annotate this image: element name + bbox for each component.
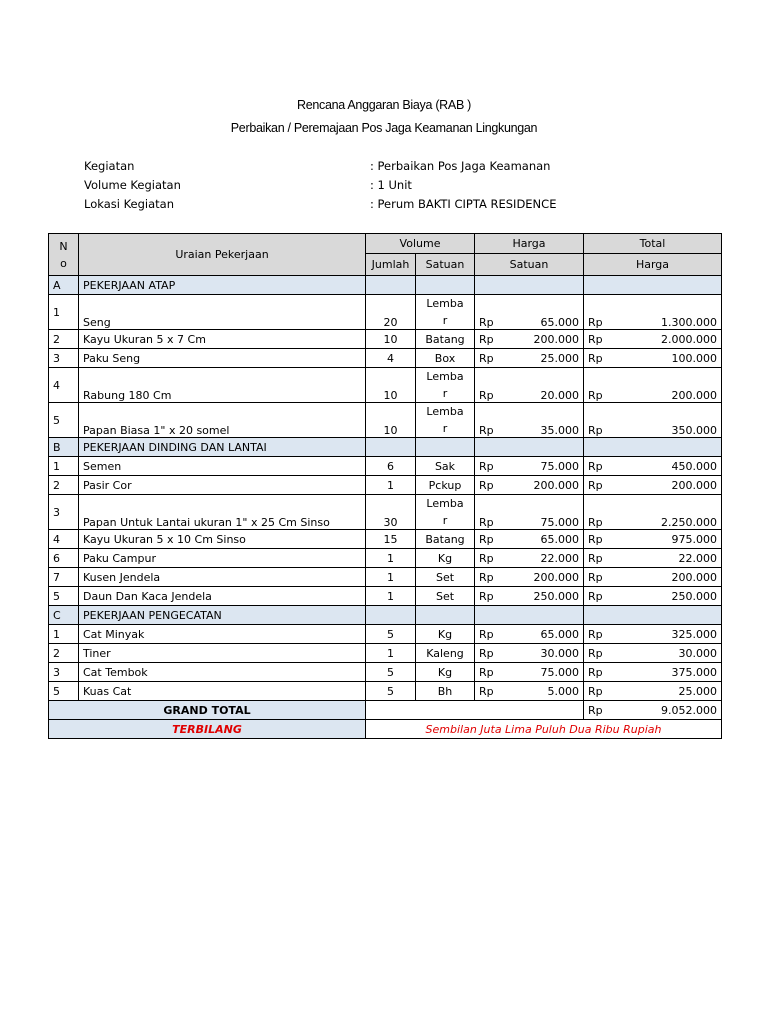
currency-label: Rp [588,627,603,641]
currency-label: Rp [479,551,494,565]
table-row [49,457,722,476]
row-harga [475,625,584,644]
currency-label: Rp [479,459,494,473]
empty-cell [366,276,416,295]
satuan-line1: Lemba [426,405,464,418]
harga-value: 20.000 [540,389,580,402]
grand-total-row [49,701,722,720]
table-row [49,295,722,330]
currency-label: Rp [588,478,603,492]
row-total [584,368,722,403]
currency-label: Rp [479,665,494,679]
row-harga [475,530,584,549]
table-row [49,349,722,368]
section-name: PEKERJAAN PENGECATAN [79,606,366,625]
row-no: 4 [49,368,79,403]
row-uraian: Kusen Jendela [79,568,366,587]
total-value: 350.000 [671,424,718,437]
row-uraian: Daun Dan Kaca Jendela [79,587,366,606]
empty-cell [475,438,584,457]
row-jumlah: 5 [366,663,416,682]
currency-label: Rp [479,516,494,529]
total-value: 22.000 [678,551,718,565]
empty-cell [475,276,584,295]
row-total [584,495,722,530]
row-total [584,549,722,568]
harga-value: 200.000 [533,570,580,584]
row-no: 2 [49,330,79,349]
row-jumlah: 15 [366,530,416,549]
currency-label: Rp [479,478,494,492]
table-row [49,549,722,568]
total-value: 2.000.000 [661,332,718,346]
row-jumlah: 5 [366,625,416,644]
currency-label: Rp [588,570,603,584]
row-harga [475,663,584,682]
currency-label: Rp [479,589,494,603]
header-uraian: Uraian Pekerjaan [79,234,366,276]
satuan-line1: Lemba [426,297,464,310]
header-jumlah: Jumlah [366,254,416,276]
total-value: 975.000 [671,532,718,546]
row-harga [475,568,584,587]
satuan-cell: Box [416,349,475,368]
currency-label: Rp [588,703,603,717]
row-harga [475,644,584,663]
harga-value: 65.000 [540,316,580,329]
row-jumlah: 1 [366,568,416,587]
harga-value: 65.000 [540,532,580,546]
row-total [584,457,722,476]
currency-label: Rp [588,459,603,473]
currency-label: Rp [588,316,603,329]
currency-label: Rp [479,627,494,641]
row-total [584,403,722,438]
row-total [584,530,722,549]
currency-label: Rp [479,424,494,437]
currency-label: Rp [588,389,603,402]
row-uraian: Kuas Cat [79,682,366,701]
empty-cell [366,438,416,457]
currency-label: Rp [588,424,603,437]
currency-label: Rp [588,589,603,603]
harga-value: 75.000 [540,516,580,529]
row-uraian: Seng [79,295,366,330]
row-total [584,625,722,644]
harga-value: 200.000 [533,478,580,492]
satuan-line2: r [442,387,448,400]
info-value-volume: : 1 Unit [370,178,412,192]
row-total [584,568,722,587]
currency-label: Rp [479,684,494,698]
total-value: 30.000 [678,646,718,660]
section-code: B [49,438,79,457]
row-no: 1 [49,457,79,476]
satuan-cell: Kaleng [416,644,475,663]
row-jumlah: 10 [366,330,416,349]
grand-total-label: GRAND TOTAL [49,701,366,720]
row-harga [475,682,584,701]
satuan-cell: Bh [416,682,475,701]
empty-cell [416,606,475,625]
table-row [49,530,722,549]
satuan-cell [416,495,475,530]
satuan-cell: Sak [416,457,475,476]
row-no: 5 [49,403,79,438]
row-total [584,349,722,368]
satuan-line2: r [442,314,448,327]
total-value: 375.000 [671,665,718,679]
total-value: 100.000 [671,351,718,365]
row-uraian: Papan Biasa 1" x 20 somel [79,403,366,438]
row-no: 2 [49,476,79,495]
satuan-cell: Kg [416,625,475,644]
info-label-kegiatan: Kegiatan [84,159,135,173]
section-row-a [49,276,722,295]
row-jumlah: 10 [366,368,416,403]
rab-table [48,233,722,739]
row-harga [475,549,584,568]
row-uraian: Tiner [79,644,366,663]
row-uraian: Rabung 180 Cm [79,368,366,403]
empty-cell [584,606,722,625]
harga-value: 25.000 [540,351,580,365]
row-jumlah: 20 [366,295,416,330]
row-harga [475,349,584,368]
satuan-cell: Pckup [416,476,475,495]
currency-label: Rp [588,646,603,660]
empty-cell [416,276,475,295]
total-value: 25.000 [678,684,718,698]
info-label-volume: Volume Kegiatan [84,178,181,192]
satuan-line2: r [442,422,448,435]
total-value: 200.000 [671,570,718,584]
harga-value: 75.000 [540,665,580,679]
row-harga [475,495,584,530]
row-jumlah: 1 [366,587,416,606]
document-title: Rencana Anggaran Biaya (RAB ) [296,98,472,112]
info-label-lokasi: Lokasi Kegiatan [84,197,175,211]
currency-label: Rp [588,332,603,346]
currency-label: Rp [479,646,494,660]
row-uraian: Kayu Ukuran 5 x 10 Cm Sinso [79,530,366,549]
row-uraian: Pasir Cor [79,476,366,495]
header-total-line2: Harga [584,254,722,276]
satuan-cell: Set [416,587,475,606]
row-total [584,663,722,682]
grand-total-value: 9.052.000 [661,703,718,717]
row-jumlah: 6 [366,457,416,476]
row-uraian: Paku Seng [79,349,366,368]
row-jumlah: 1 [366,644,416,663]
harga-value: 75.000 [540,459,580,473]
table-row [49,495,722,530]
row-no: 1 [49,625,79,644]
info-value-kegiatan: : Perbaikan Pos Jaga Keamanan [370,159,551,173]
satuan-cell: Kg [416,663,475,682]
satuan-cell [416,403,475,438]
table-row [49,368,722,403]
row-total [584,476,722,495]
row-uraian: Cat Minyak [79,625,366,644]
header-harga-line1: Harga [475,234,584,254]
satuan-cell [416,295,475,330]
currency-label: Rp [479,532,494,546]
table-row [49,625,722,644]
section-name: PEKERJAAN ATAP [79,276,366,295]
document-subtitle: Perbaikan / Peremajaan Pos Jaga Keamanan Lingkungan [230,121,538,135]
header-no-line2: o [60,256,67,270]
table-row [49,587,722,606]
empty-cell [366,606,416,625]
currency-label: Rp [588,665,603,679]
row-jumlah: 30 [366,495,416,530]
total-value: 250.000 [671,589,718,603]
harga-value: 65.000 [540,627,580,641]
row-total [584,295,722,330]
row-no: 3 [49,495,79,530]
row-total [584,644,722,663]
row-no: 2 [49,644,79,663]
row-jumlah: 5 [366,682,416,701]
empty-cell [584,438,722,457]
header-no-line1: N [59,239,68,253]
row-harga [475,403,584,438]
terbilang-label: TERBILANG [49,720,366,739]
satuan-cell [416,368,475,403]
total-value: 1.300.000 [661,316,718,329]
row-jumlah: 4 [366,349,416,368]
row-uraian: Kayu Ukuran 5 x 7 Cm [79,330,366,349]
header-total-line1: Total [584,234,722,254]
harga-value: 5.000 [547,684,580,698]
currency-label: Rp [479,316,494,329]
row-uraian: Paku Campur [79,549,366,568]
row-no: 5 [49,587,79,606]
table-row [49,476,722,495]
row-harga [475,476,584,495]
currency-label: Rp [479,570,494,584]
row-no: 3 [49,349,79,368]
terbilang-value: Sembilan Juta Lima Puluh Dua Ribu Rupiah [366,720,722,739]
currency-label: Rp [588,532,603,546]
section-name: PEKERJAAN DINDING DAN LANTAI [79,438,366,457]
currency-label: Rp [588,684,603,698]
total-value: 200.000 [671,389,718,402]
currency-label: Rp [588,516,603,529]
row-no: 7 [49,568,79,587]
currency-label: Rp [479,351,494,365]
satuan-cell: Set [416,568,475,587]
row-harga [475,587,584,606]
section-row-c [49,606,722,625]
grand-total-cell [584,701,722,720]
harga-value: 30.000 [540,646,580,660]
header-volume: Volume [366,234,475,254]
section-code: A [49,276,79,295]
total-value: 200.000 [671,478,718,492]
row-harga [475,457,584,476]
satuan-cell: Kg [416,549,475,568]
empty-cell [366,701,584,720]
satuan-cell: Batang [416,330,475,349]
currency-label: Rp [588,551,603,565]
satuan-line1: Lemba [426,370,464,383]
table-row [49,403,722,438]
table-row [49,330,722,349]
harga-value: 250.000 [533,589,580,603]
currency-label: Rp [479,389,494,402]
header-satuan: Satuan [416,254,475,276]
row-uraian: Cat Tembok [79,663,366,682]
empty-cell [416,438,475,457]
empty-cell [475,606,584,625]
total-value: 450.000 [671,459,718,473]
row-no: 6 [49,549,79,568]
row-no: 3 [49,663,79,682]
row-harga [475,295,584,330]
row-total [584,587,722,606]
terbilang-row [49,720,722,739]
section-row-b [49,438,722,457]
header-no [49,234,79,276]
harga-value: 35.000 [540,424,580,437]
table-row [49,663,722,682]
section-code: C [49,606,79,625]
empty-cell [584,276,722,295]
satuan-cell: Batang [416,530,475,549]
row-uraian: Papan Untuk Lantai ukuran 1" x 25 Cm Sinso [79,495,366,530]
table-row [49,644,722,663]
header-row-1 [49,234,722,254]
info-value-lokasi: : Perum BAKTI CIPTA RESIDENCE [370,197,557,211]
row-no: 5 [49,682,79,701]
row-harga [475,368,584,403]
table-row [49,682,722,701]
currency-label: Rp [588,351,603,365]
row-no: 1 [49,295,79,330]
row-harga [475,330,584,349]
satuan-line2: r [442,514,448,527]
row-total [584,682,722,701]
harga-value: 22.000 [540,551,580,565]
row-total [584,330,722,349]
harga-value: 200.000 [533,332,580,346]
row-jumlah: 1 [366,549,416,568]
row-uraian: Semen [79,457,366,476]
satuan-line1: Lemba [426,497,464,510]
total-value: 2.250.000 [661,516,718,529]
total-value: 325.000 [671,627,718,641]
currency-label: Rp [479,332,494,346]
row-jumlah: 1 [366,476,416,495]
table-row [49,568,722,587]
header-harga-line2: Satuan [475,254,584,276]
row-no: 4 [49,530,79,549]
row-jumlah: 10 [366,403,416,438]
